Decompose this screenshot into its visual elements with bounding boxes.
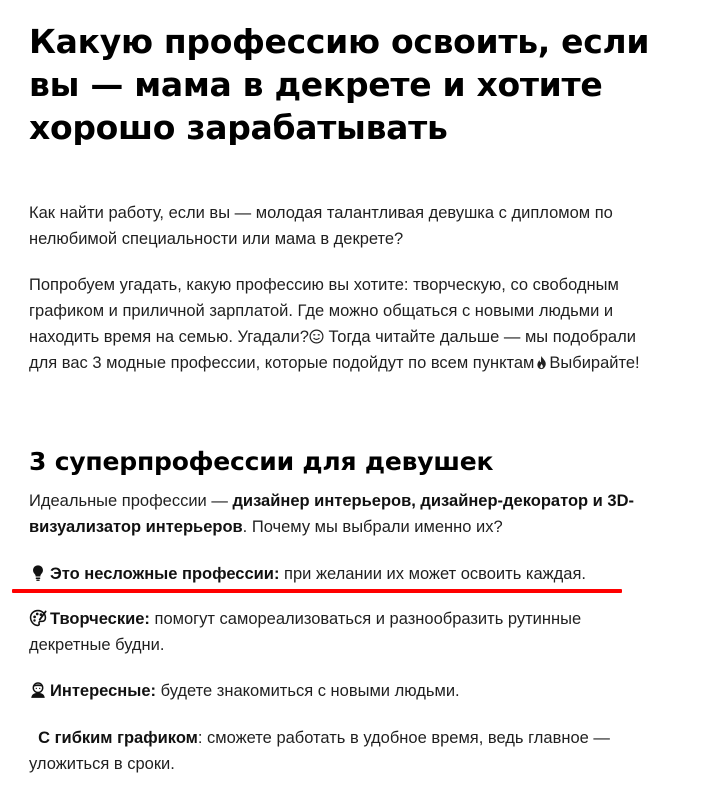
point-creative — [29, 606, 649, 658]
point-simple — [29, 561, 649, 587]
point-interesting-bold: Интересные: — [50, 682, 157, 700]
intro-bold: дизайнер интерьеров, дизайнер-декоратор и 3D-визуализатор интерьеров — [29, 492, 634, 536]
point-interesting — [29, 678, 649, 704]
red-underline — [12, 589, 622, 593]
lead-paragraph-2 — [29, 272, 649, 376]
intro-text-b: . Почему мы выбрали именно их? — [242, 518, 503, 536]
section-title: 3 суперпрофессии для девушек — [29, 447, 494, 476]
intro-paragraph — [29, 488, 649, 540]
point-flexible-bold: С гибким графиком — [38, 729, 198, 747]
intro-text-a: Идеальные профессии — — [29, 492, 233, 510]
article — [29, 0, 669, 773]
point-creative-bold: Творческие: — [50, 610, 150, 628]
palette-icon — [29, 609, 47, 627]
lead2-text-b: Тогда читайте дальше — мы подобрали для вас 3 модные профессии, которые подойдут по всем пунктам — [29, 328, 636, 372]
point-flexible — [29, 725, 649, 777]
person-icon — [29, 681, 47, 699]
point-simple-bold: Это несложные профессии: — [50, 565, 280, 583]
lead2-text-c: Выбирайте! — [549, 354, 640, 372]
article-title: Какую профессию освоить, если вы — мама в декрете и хотите хорошо зарабатывать — [29, 22, 650, 145]
lightbulb-icon — [29, 564, 47, 582]
lead2-text-a: Попробуем угадать, какую профессию вы хотите: творческую, со свободным графиком и приличной зарплатой. Где можно общаться с новыми людьми и находить время на семью. Угадали? — [29, 276, 619, 346]
smile-icon — [309, 329, 324, 344]
fire-icon — [534, 355, 549, 370]
point-creative-text: помогут самореализоваться и разнообразить рутинные декретные будни. — [29, 610, 582, 654]
point-simple-text: при желании их может освоить каждая. — [279, 565, 587, 583]
point-flexible-text: : сможете работать в удобное время, ведь главное — уложиться в сроки. — [29, 729, 610, 773]
lead-paragraph-1: Как найти работу, если вы — молодая талантливая девушка с дипломом по нелюбимой специальности или мама в декрете? — [29, 204, 613, 248]
point-interesting-text: будете знакомиться с новыми людьми. — [156, 682, 460, 700]
